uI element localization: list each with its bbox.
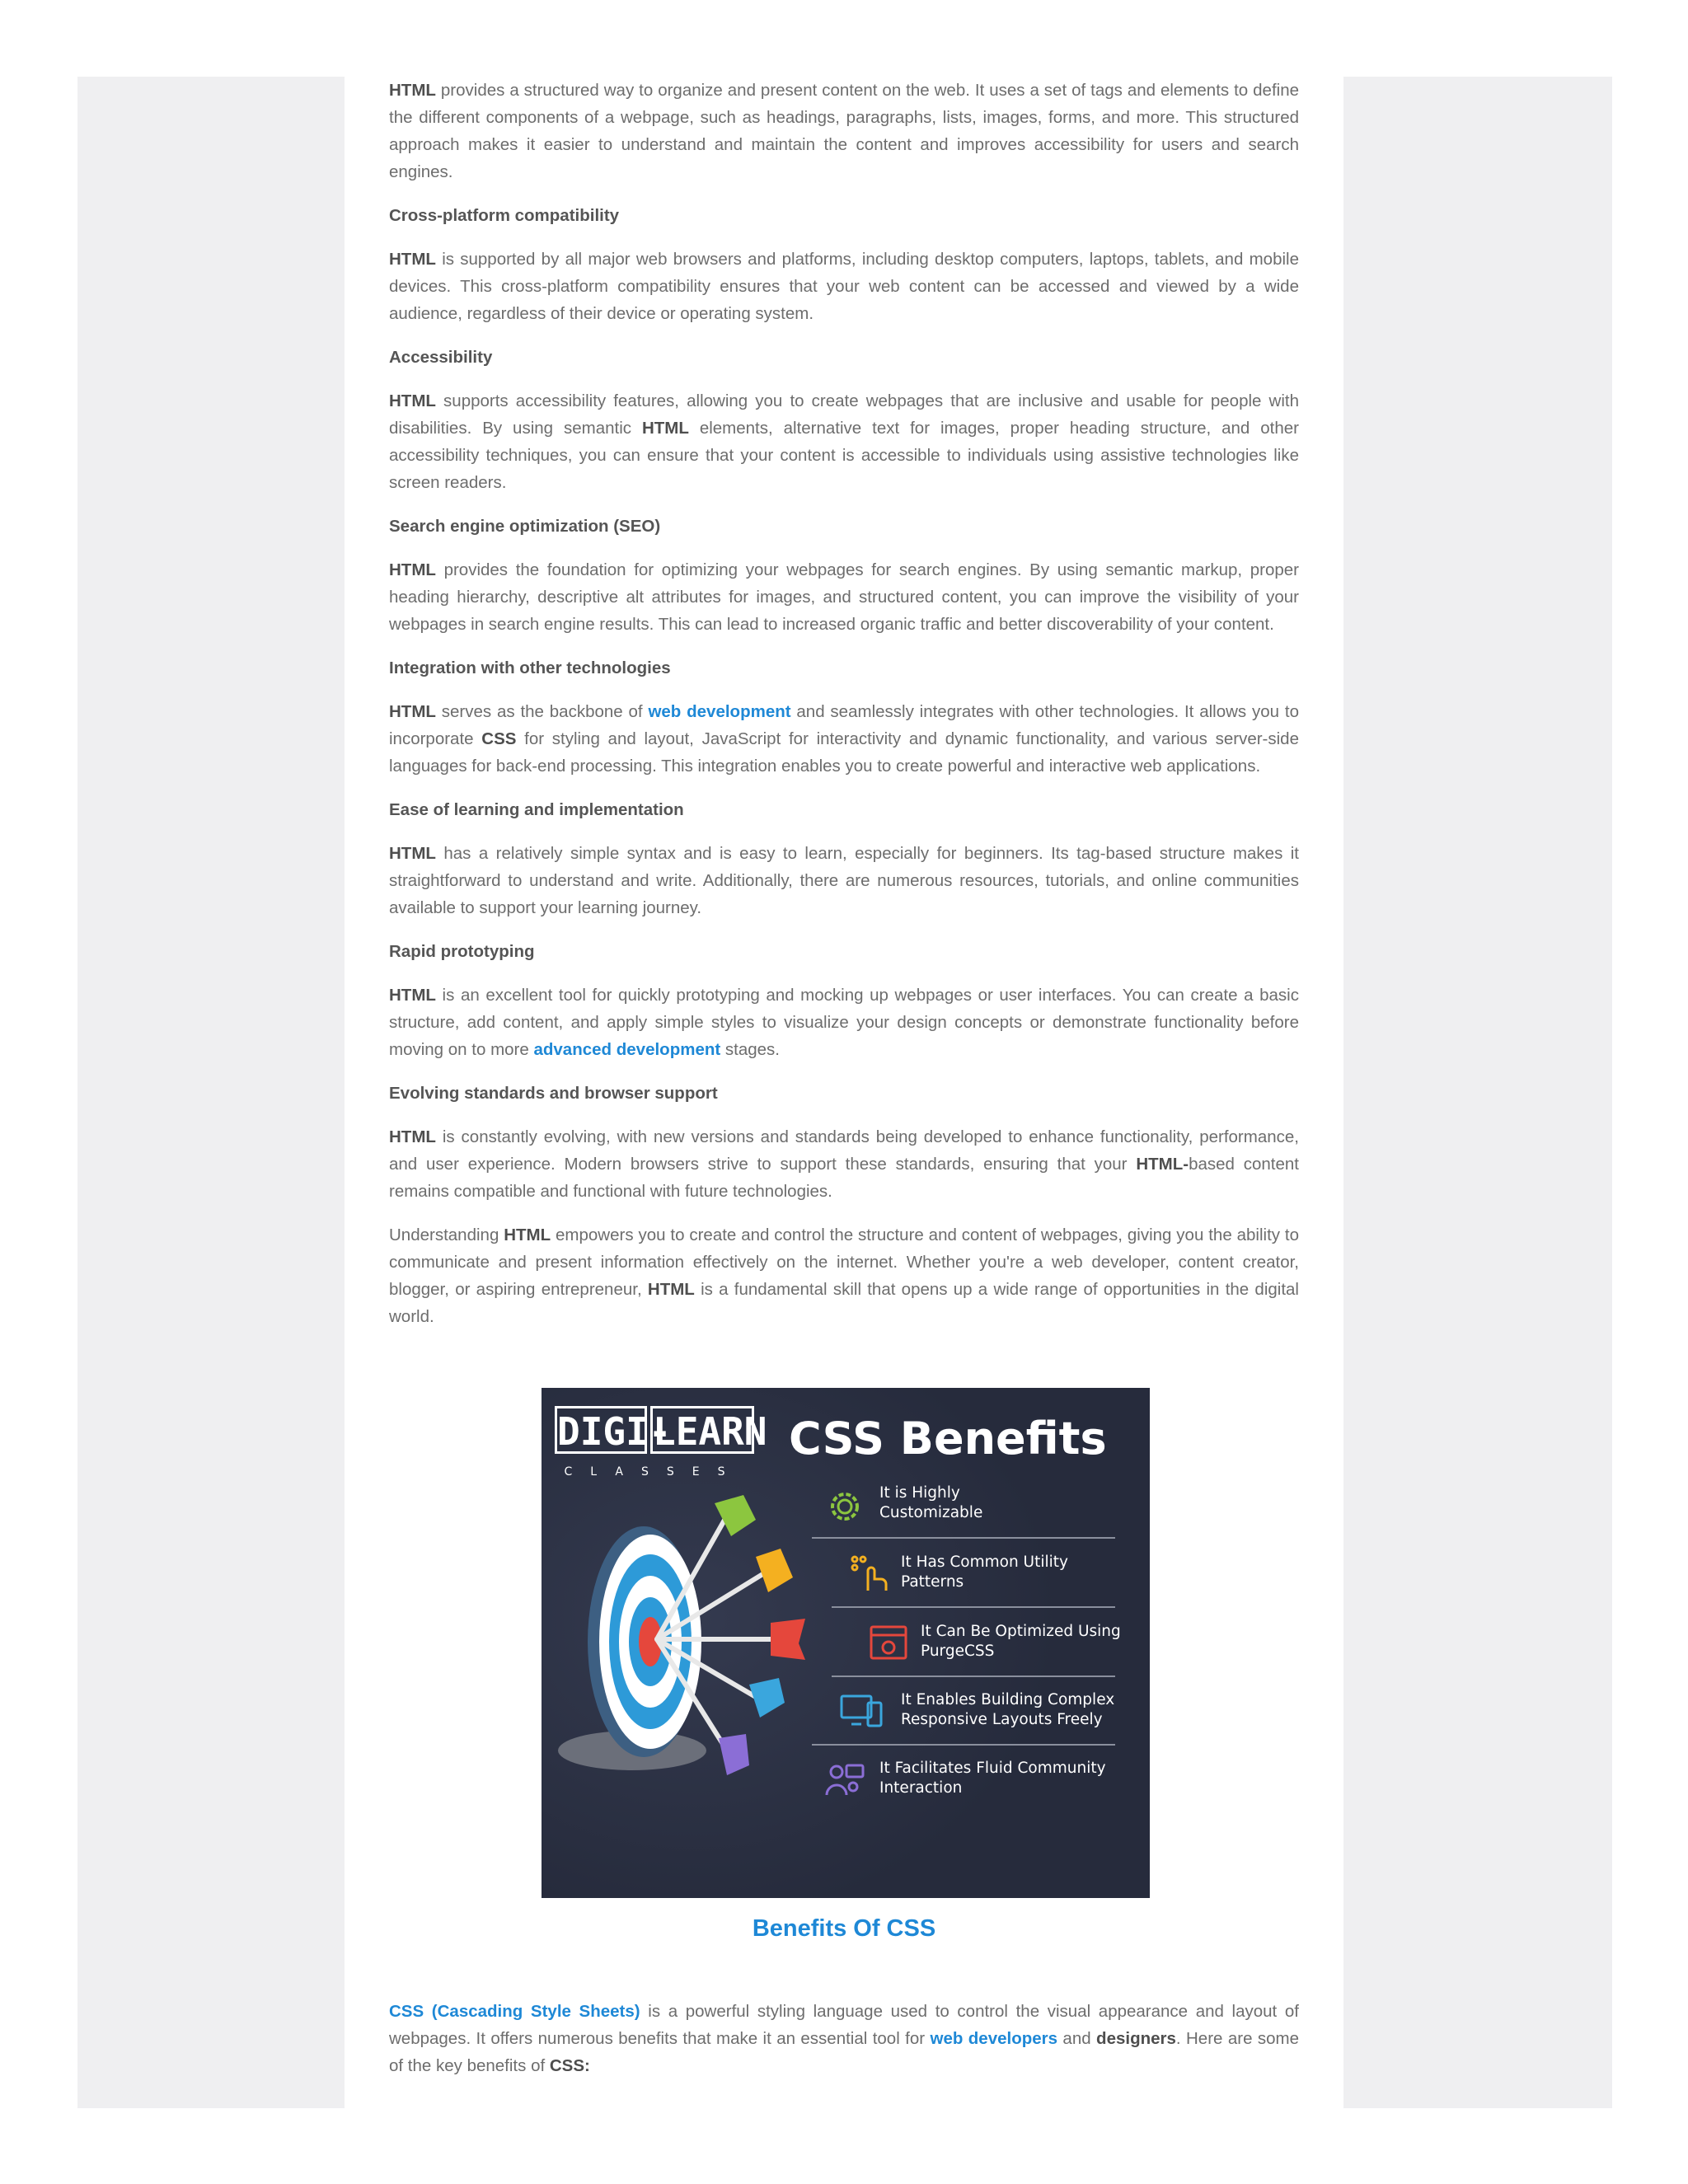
benefit-community-interaction: It Facilitates Fluid Community Interaction [879,1760,1106,1797]
link-web-development[interactable]: web development [648,702,791,721]
benefit-utility-patterns: It Has Common Utility Patterns [901,1554,1068,1591]
target-arrows-illustration [558,1487,822,1808]
benefit-customizable: It is Highly Customizable [879,1484,983,1521]
community-icon [823,1759,866,1802]
paragraph-accessibility: HTML supports accessibility features, allowing you to create webpages that are inclusive and usable for people with disabilities. By using semantic HTML elements, alternative text for images, proper heading structure, and other accessibility techniques, you can ensure that your content is accessible to individuals using assistive technologies like screen readers. [389,391,1299,492]
paragraph-integration: HTML serves as the backbone of web development and seamlessly integrates with other technologies. It allows you to incorporate CSS for styling and layout, JavaScript for interactivity and dynamic functionality, and various server-side languages for back-end processing. This integration enables you to create powerful and interactive web applications. [389,702,1299,776]
paragraph-ease-of-learning: HTML has a relatively simple syntax and is easy to learn, especially for beginners. Its tag-based structure makes it straightforward to understand and write. Additionally, there are numerous resources, tutorials, and online communities available to support your learning journey. [389,844,1299,917]
divider [832,1606,1115,1608]
divider [832,1675,1115,1677]
divider [812,1744,1115,1746]
logo-digi: DIGI- [555,1406,647,1454]
benefit-purgecss: It Can Be Optimized Using PurgeCSS [921,1623,1121,1660]
hand-pointer-icon [848,1553,891,1596]
link-web-developers[interactable]: web developers [930,2029,1058,2048]
arrow-red-icon [771,1619,805,1660]
paragraph-cross-platform: HTML is supported by all major web browsers and platforms, including desktop computers, laptops, tablets, and mobile devices. This cross-platform compatibility ensures that your web content can be accessed and viewed by a wide audience, regardless of their device or operating system. [389,250,1299,323]
link-advanced-development[interactable]: advanced development [533,1040,721,1059]
article-content [389,77,1299,2096]
paragraph-seo: HTML provides the foundation for optimizing your webpages for search engines. By using semantic markup, proper heading hierarchy, descriptive alt attributes for images, and structured content, you can improve the visibility of your webpages in search engine results. This can lead to increased organic traffic and better discoverability of your content. [389,560,1299,634]
logo-learn: LEARN [650,1406,754,1454]
heading-accessibility: Accessibility [389,348,493,367]
infographic-title: CSS Benefits [789,1413,1107,1465]
heading-integration: Integration with other technologies [389,658,671,677]
paragraph-evolving-standards: HTML is constantly evolving, with new versions and standards being developed to enhance functionality, performance, and user experience. Modern browsers strive to support these standards, ensuring that your HTML-based content remains compatible and functional with future technologies. [389,1127,1300,1201]
paragraph-rapid-prototyping: HTML is an excellent tool for quickly prototyping and mocking up webpages or user interfaces. You can create a basic structure, add content, and apply simple styles to visualize your design concepts or demonstrate functionality before moving on to more advanced development stages. [389,986,1299,1059]
paragraph-html-structure: HTML provides a structured way to organize and present content on the web. It uses a set of tags and elements to define the different components of a webpage, such as headings, paragraphs, lists, images, forms, and more. This structured approach makes it easier to understand and maintain the content and improves accessibility for users and search engines. [389,81,1299,181]
gear-icon [823,1485,866,1528]
benefit-responsive-layouts: It Enables Building Complex Responsive Layouts Freely [901,1691,1115,1728]
divider [812,1537,1115,1539]
logo-classes: CLASSES [564,1465,743,1479]
css-benefits-infographic [542,1388,1150,1898]
paragraph-css-intro: CSS (Cascading Style Sheets) is a powerful styling language used to control the visual appearance and layout of webpages. It offers numerous benefits that make it an essential tool for web developers and designers. Here are some of the key benefits of CSS: [389,2002,1299,2075]
heading-seo: Search engine optimization (SEO) [389,517,661,536]
link-css-cascading-style-sheets[interactable]: CSS (Cascading Style Sheets) [389,2002,640,2021]
arrow-blue-icon [749,1678,785,1718]
heading-evolving-standards: Evolving standards and browser support [389,1084,718,1103]
arrow-purple-icon [719,1734,749,1775]
heading-cross-platform: Cross-platform compatibility [389,206,620,225]
figure [389,1388,1299,1998]
browser-gear-icon [868,1622,911,1665]
devices-icon [838,1690,881,1732]
figure-caption: Benefits Of CSS [752,1915,936,1942]
heading-rapid-prototyping: Rapid prototyping [389,942,535,961]
paragraph-understanding-html: Understanding HTML empowers you to create and control the structure and content of webpages, giving you the ability to communicate and present information effectively on the internet. Whether you're a web developer, content creator, blogger, or aspiring entrepreneur, HTML is a fundamental skill that opens up a wide range of opportunities in the digital world. [389,1226,1299,1326]
digi-learn-logo [555,1406,767,1479]
heading-ease-of-learning: Ease of learning and implementation [389,800,684,819]
arrow-yellow-icon [756,1549,793,1592]
